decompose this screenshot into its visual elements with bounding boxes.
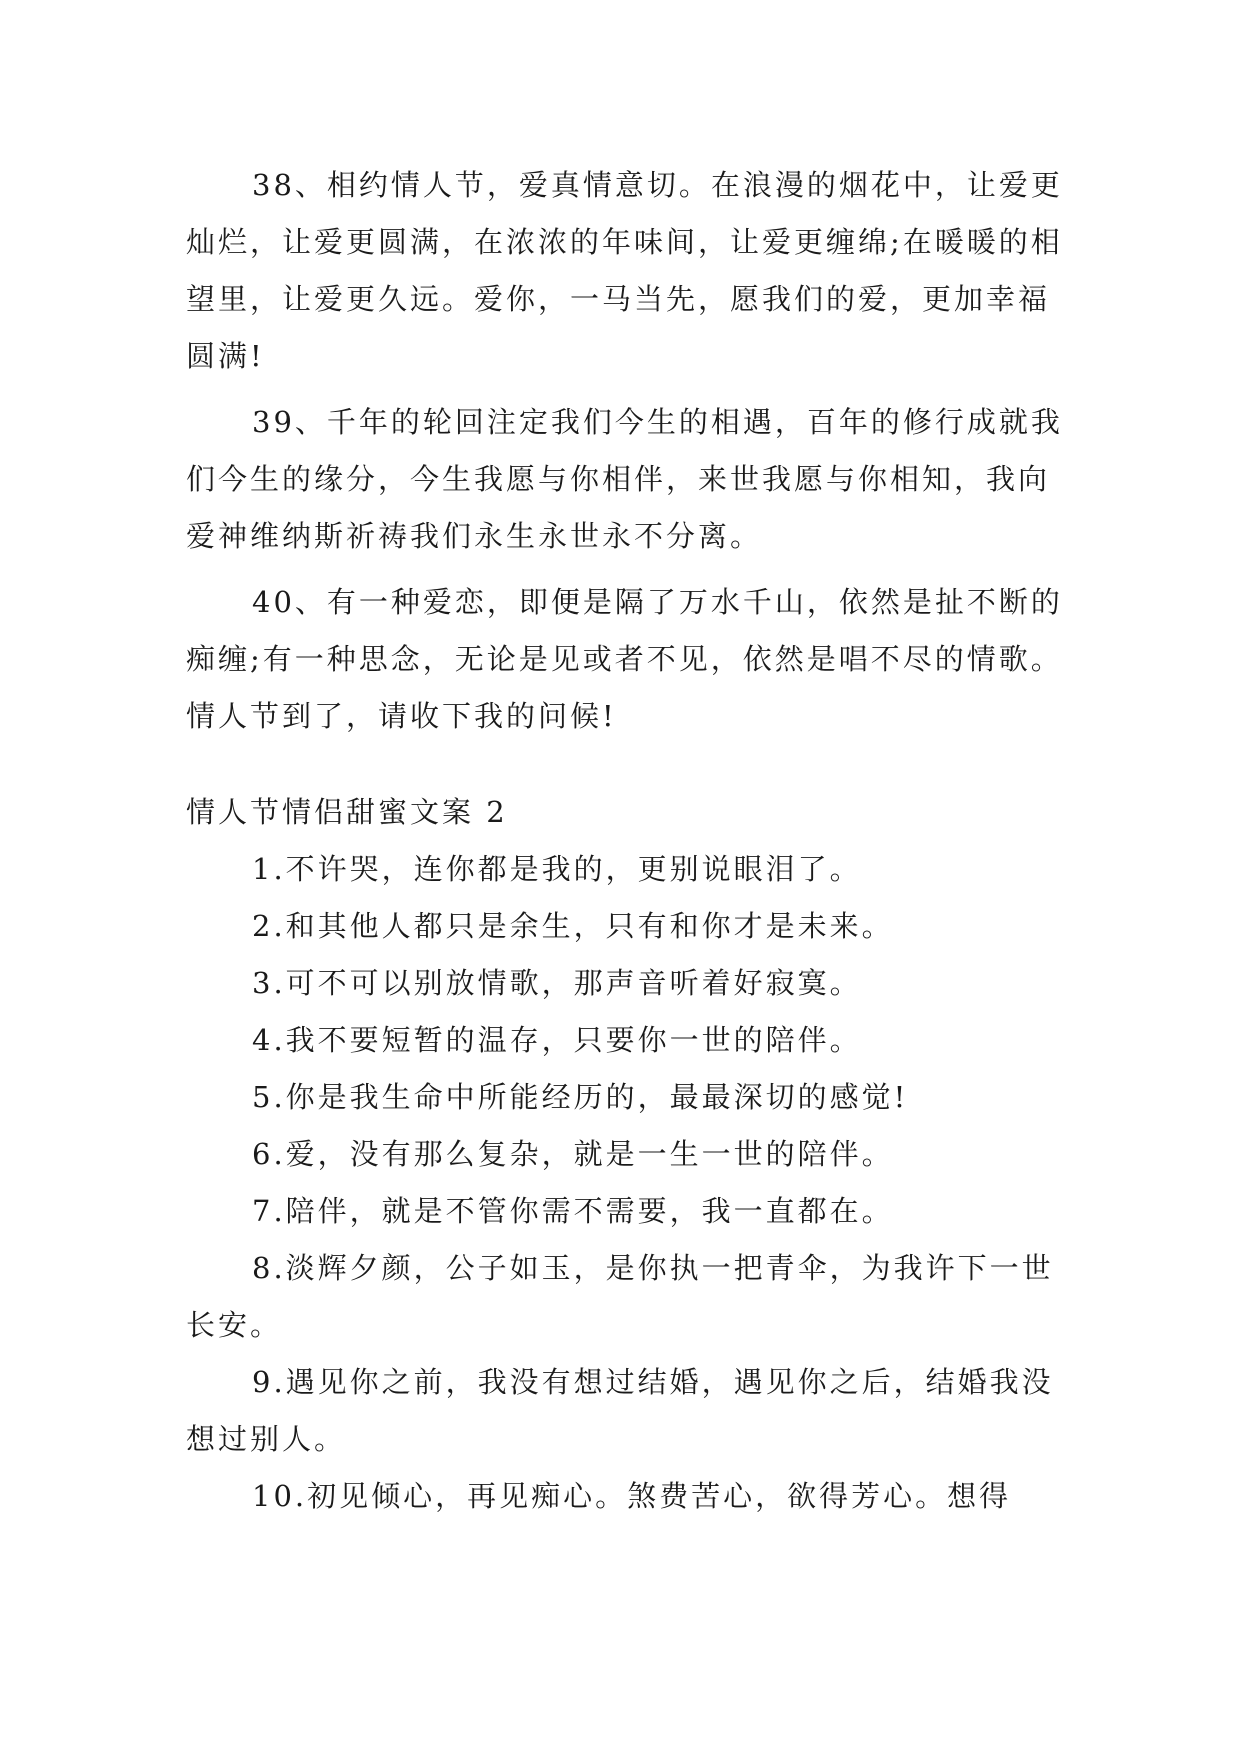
- list-item-10: 10.初见倾心，再见痴心。煞费苦心，欲得芳心。想得: [252, 1479, 1012, 1513]
- paragraph-40: 40、有一种爱恋，即便是隔了万水千山，依然是扯不断的痴缠;有一种思念，无论是见或者不见，依然是唱不尽的情歌。情人节到了，请收下我的问候!: [186, 585, 1063, 733]
- list-item-9: 9.遇见你之前，我没有想过结婚，遇见你之后，结婚我没想过别人。: [186, 1365, 1054, 1456]
- document-body: [186, 157, 1066, 1525]
- list-item-3: 3.可不可以别放情歌，那声音听着好寂寞。: [252, 966, 862, 1000]
- list-item-2: 2.和其他人都只是余生，只有和你才是未来。: [252, 909, 894, 943]
- list-item-6: 6.爱，没有那么复杂，就是一生一世的陪伴。: [252, 1137, 894, 1171]
- paragraph-38: 38、相约情人节，爱真情意切。在浪漫的烟花中，让爱更灿烂，让爱更圆满，在浓浓的年味间，让爱更缠绵;在暖暖的相望里，让爱更久远。爱你，一马当先，愿我们的爱，更加幸福圆满!: [186, 168, 1063, 373]
- list-item-1: 1.不许哭，连你都是我的，更别说眼泪了。: [252, 852, 862, 886]
- list-item-5: 5.你是我生命中所能经历的，最最深切的感觉!: [252, 1080, 909, 1114]
- list-item-7: 7.陪伴，就是不管你需不需要，我一直都在。: [252, 1194, 894, 1228]
- list-item-4: 4.我不要短暂的温存，只要你一世的陪伴。: [252, 1023, 862, 1057]
- section-title: 情人节情侣甜蜜文案 2: [186, 795, 508, 829]
- paragraph-39: 39、千年的轮回注定我们今生的相遇，百年的修行成就我们今生的缘分，今生我愿与你相伴，来世我愿与你相知，我向爱神维纳斯祈祷我们永生永世永不分离。: [186, 405, 1063, 553]
- list-item-8: 8.淡辉夕颜，公子如玉，是你执一把青伞，为我许下一世长安。: [186, 1251, 1054, 1342]
